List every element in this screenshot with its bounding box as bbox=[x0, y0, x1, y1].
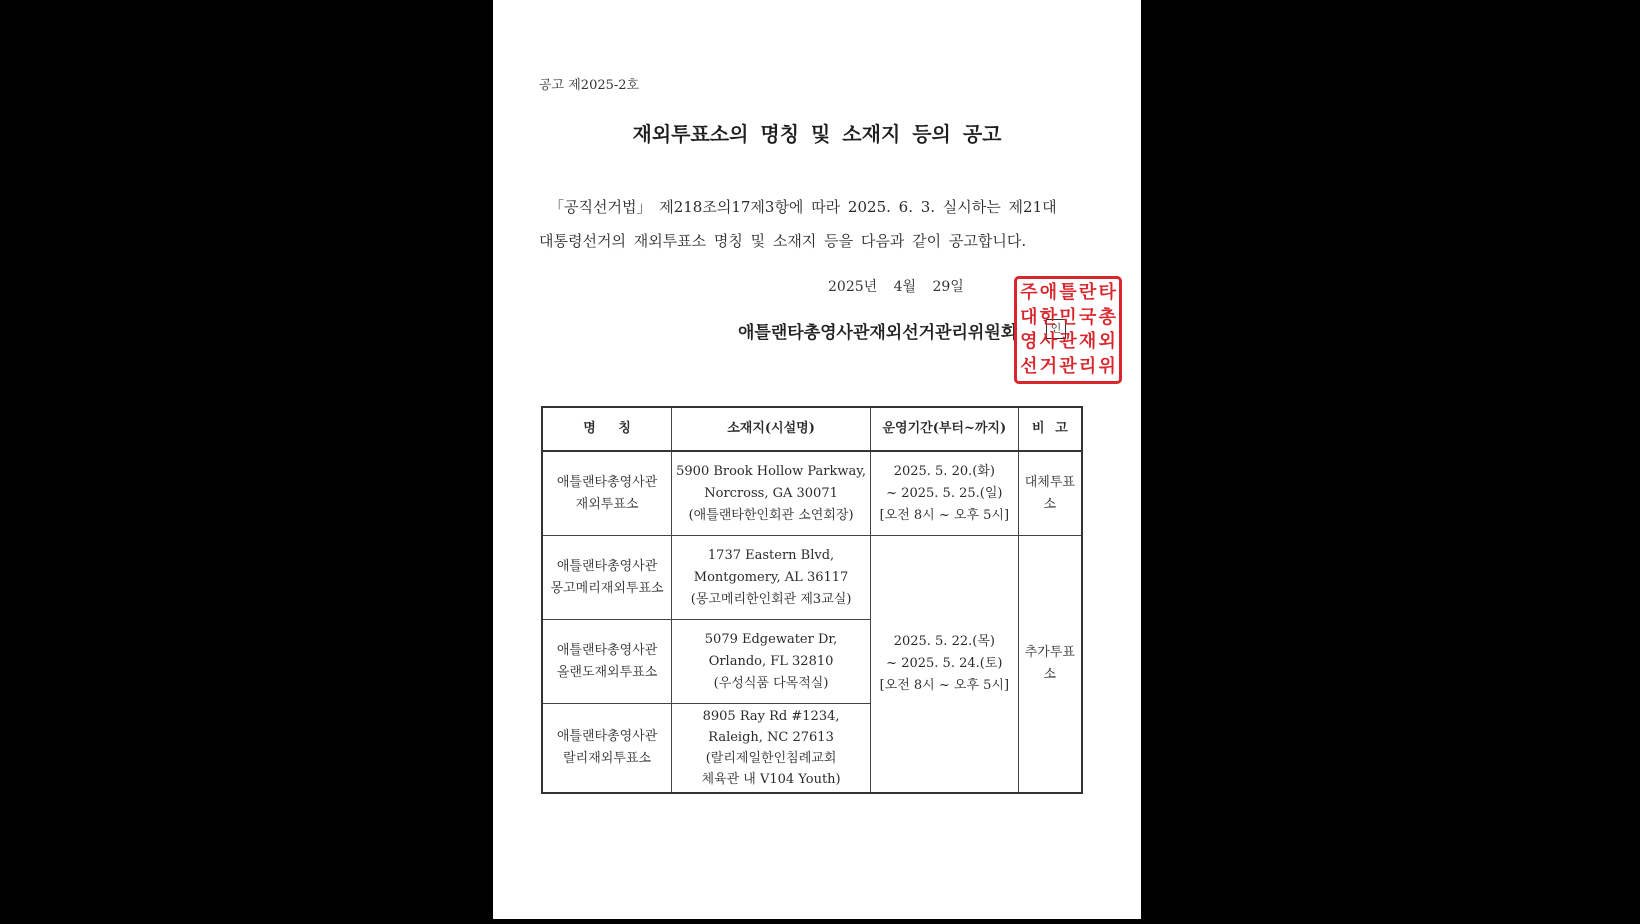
address-line: 체육관 내 V104 Youth) bbox=[701, 772, 841, 787]
table-row bbox=[542, 451, 1082, 536]
station-address-cell bbox=[672, 536, 871, 620]
document-page bbox=[493, 0, 1141, 919]
seal-char: 외 bbox=[1098, 331, 1116, 352]
address-line: 5900 Brook Hollow Parkway, bbox=[676, 463, 866, 479]
seal-char: 위 bbox=[1098, 355, 1116, 377]
seal-char: 틀 bbox=[1059, 282, 1077, 303]
seal-char: 국 bbox=[1078, 306, 1097, 328]
polling-station-table bbox=[541, 406, 1083, 794]
period-line: ~ 2025. 5. 25.(일) bbox=[886, 485, 1003, 501]
seal-char: 주 bbox=[1020, 282, 1038, 303]
seal-char: 란 bbox=[1078, 282, 1097, 303]
address-line: Orlando, FL 32810 bbox=[708, 653, 834, 669]
seal-char: 영 bbox=[1020, 331, 1038, 352]
header-name: 명 칭 bbox=[542, 407, 672, 451]
period-cell bbox=[870, 536, 1018, 794]
address-line: Montgomery, AL 36117 bbox=[693, 569, 849, 585]
station-name-line: 올랜도재외투표소 bbox=[556, 664, 658, 680]
address-line: (우성식품 다목적실) bbox=[713, 675, 829, 691]
header-period: 운영기간(부터~까지) bbox=[870, 407, 1018, 451]
station-address-cell bbox=[672, 704, 871, 794]
seal-char: 대 bbox=[1020, 306, 1038, 328]
body-line-2: 대통령선거의 재외투표소 명칭 및 소재지 등을 다음과 같이 공고합니다. bbox=[539, 232, 1027, 250]
address-line: 8905 Ray Rd #1234, bbox=[702, 709, 840, 724]
address-line: Raleigh, NC 27613 bbox=[708, 730, 834, 745]
address-line: (랄리제일한인침례교회 bbox=[705, 751, 837, 766]
official-seal bbox=[1014, 276, 1122, 384]
table-row bbox=[542, 536, 1082, 620]
seal-char: 민 bbox=[1059, 306, 1077, 328]
address-line: (애틀랜타한인회관 소연회장) bbox=[688, 507, 854, 523]
notice-number: 공고 제2025-2호 bbox=[539, 78, 640, 93]
period-line: 2025. 5. 22.(목) bbox=[893, 634, 995, 649]
body-line-1: 「공직선거법」 제218조의17제3항에 따라 2025. 6. 3. 실시하는 제21대 bbox=[549, 198, 1057, 216]
period-cell bbox=[870, 451, 1018, 536]
station-name-line: 애틀랜타총영사관 bbox=[556, 558, 658, 574]
station-name-line: 재외투표소 bbox=[575, 496, 639, 512]
period-line: 2025. 5. 20.(화) bbox=[893, 463, 995, 479]
committee-name: 애틀랜타총영사관재외선거관리위원회 bbox=[738, 323, 1018, 343]
seal-char: 거 bbox=[1039, 355, 1058, 377]
seal-char: 타 bbox=[1098, 282, 1116, 303]
station-address-cell bbox=[672, 451, 871, 536]
note-cell: 대체투표소 bbox=[1018, 451, 1082, 536]
station-name-cell bbox=[542, 536, 672, 620]
period-line: [오전 8시 ~ 오후 5시] bbox=[879, 507, 1010, 523]
address-line: 1737 Eastern Blvd, bbox=[707, 547, 835, 563]
seal-char: 사 bbox=[1039, 331, 1058, 352]
note-cell: 추가투표소 bbox=[1018, 536, 1082, 794]
station-name-line: 애틀랜타총영사관 bbox=[556, 729, 658, 744]
station-name-line: 애틀랜타총영사관 bbox=[556, 474, 658, 490]
station-name-cell bbox=[542, 451, 672, 536]
seal-char: 선 bbox=[1020, 355, 1038, 377]
seal-char: 리 bbox=[1078, 355, 1097, 377]
seal-char: 총 bbox=[1098, 306, 1116, 328]
station-name-line: 랄리재외투표소 bbox=[563, 751, 652, 766]
table-header-row bbox=[542, 407, 1082, 451]
seal-char: 관 bbox=[1059, 355, 1077, 377]
station-address-cell bbox=[672, 620, 871, 704]
seal-char: 애 bbox=[1039, 282, 1058, 303]
seal-char: 한 bbox=[1039, 306, 1058, 328]
station-name-line: 몽고메리재외투표소 bbox=[550, 580, 664, 596]
address-line: (몽고메리한인회관 제3교실) bbox=[690, 591, 852, 607]
station-name-cell bbox=[542, 620, 672, 704]
station-name-line: 애틀랜타총영사관 bbox=[556, 642, 658, 658]
header-address: 소재지(시설명) bbox=[672, 407, 871, 451]
notice-date: 2025년 4월 29일 bbox=[828, 279, 964, 295]
document-title: 재외투표소의 명칭 및 소재지 등의 공고 bbox=[632, 122, 1002, 146]
seal-char: 관 bbox=[1059, 331, 1077, 352]
notice-body bbox=[539, 190, 1089, 258]
header-note: 비 고 bbox=[1018, 407, 1082, 451]
station-name-cell bbox=[542, 704, 672, 794]
period-line: ~ 2025. 5. 24.(토) bbox=[886, 656, 1003, 671]
seal-char: 재 bbox=[1078, 331, 1097, 352]
period-line: [오전 8시 ~ 오후 5시] bbox=[879, 678, 1010, 693]
address-line: 5079 Edgewater Dr, bbox=[704, 631, 838, 647]
seal-mark: 인 bbox=[1046, 319, 1066, 339]
address-line: Norcross, GA 30071 bbox=[704, 485, 838, 501]
